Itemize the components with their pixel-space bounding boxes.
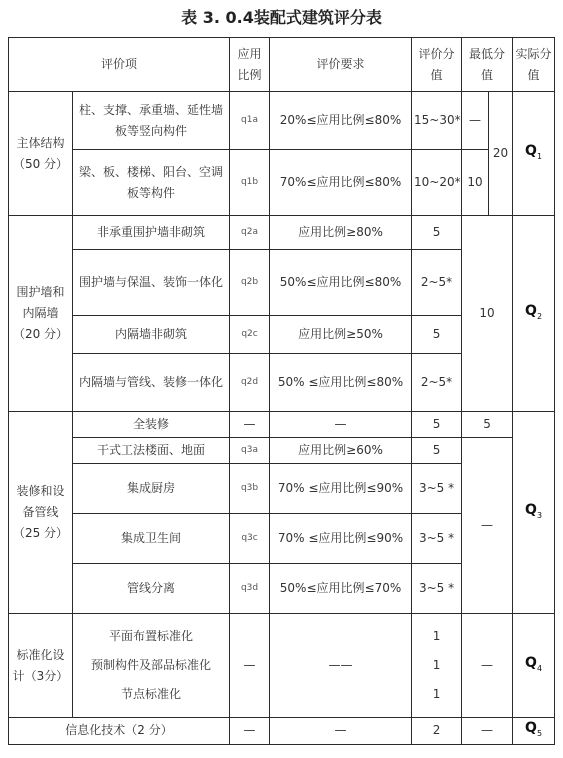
ratio-code: q2d (230, 354, 270, 412)
score: 1 (432, 629, 441, 643)
table-row (9, 150, 555, 216)
table-row (9, 718, 555, 745)
min-score: — (462, 92, 489, 150)
header-item: 评价项 (9, 38, 230, 92)
item-name: 全装修 (73, 412, 230, 438)
item-name: 平面布置标准化 (109, 629, 194, 643)
actual-score-q5 (513, 718, 555, 745)
actual-score-q2 (513, 216, 555, 412)
requirement-dash: — (270, 412, 412, 438)
category-standard: 标准化设计（3分） (9, 614, 73, 718)
item-name: 柱、支撑、承重墙、延性墙板等竖向构件 (73, 92, 230, 150)
table-row (9, 216, 555, 250)
table-title: 表 3. 0.4装配式建筑评分表 (181, 8, 382, 27)
ratio-dash: — (230, 614, 270, 718)
scoring-table (8, 37, 555, 745)
table-row (9, 92, 555, 150)
requirement-dash: — (270, 718, 412, 745)
table-row (9, 614, 555, 718)
q-letter: Q (525, 654, 537, 671)
min-score: 10 (462, 150, 489, 216)
table-row (9, 438, 555, 464)
item-name: 预制构件及部品标准化 (91, 658, 212, 672)
q-letter: Q (525, 302, 537, 319)
item-name: 围护墙与保温、装饰一体化 (73, 250, 230, 316)
ratio-code: q3d (230, 564, 270, 614)
score: 2~5* (412, 250, 462, 316)
ratio-code: q2a (230, 216, 270, 250)
q-subscript: 5 (536, 728, 543, 738)
item-name: 内隔墙与管线、装修一体化 (73, 354, 230, 412)
ratio-code: q1a (230, 92, 270, 150)
requirement: 70% ≤应用比例≤90% (270, 464, 412, 514)
score: 10~20* (412, 150, 462, 216)
q-subscript: 1 (536, 151, 543, 161)
requirement: 70%≤应用比例≤80% (270, 150, 412, 216)
table-row (9, 412, 555, 438)
score: 2~5* (412, 354, 462, 412)
requirement-dash: —— (270, 614, 412, 718)
item-name: 节点标准化 (121, 687, 182, 701)
q-letter: Q (525, 720, 537, 736)
ratio-dash: — (230, 718, 270, 745)
score: 5 (412, 438, 462, 464)
category-structure: 主体结构（50 分） (9, 92, 73, 216)
score: 15~30* (412, 92, 462, 150)
requirement: 应用比例≥50% (270, 316, 412, 354)
min-score-dash: — (462, 438, 513, 614)
actual-score-q4 (513, 614, 555, 718)
requirement: 应用比例≥80% (270, 216, 412, 250)
item-name: 非承重围护墙非砌筑 (73, 216, 230, 250)
ratio-code: q2c (230, 316, 270, 354)
requirement: 50%≤应用比例≤70% (270, 564, 412, 614)
actual-score-q1 (513, 92, 555, 216)
header-requirement: 评价要求 (270, 38, 412, 92)
header-min-score: 最低分值 (462, 38, 513, 92)
item-name: 集成卫生间 (73, 514, 230, 564)
actual-score-q3 (513, 412, 555, 614)
header-row (9, 38, 555, 92)
min-score: 5 (462, 412, 513, 438)
item-name: 梁、板、楼梯、阳台、空调板等构件 (73, 150, 230, 216)
score: 2 (412, 718, 462, 745)
score: 3~5 * (412, 564, 462, 614)
category-info: 信息化技术（2 分） (9, 718, 230, 745)
item-name: 管线分离 (73, 564, 230, 614)
score: 5 (412, 412, 462, 438)
q-subscript: 2 (536, 311, 543, 321)
min-score-dash: — (462, 614, 513, 718)
ratio-code: q2b (230, 250, 270, 316)
header-ratio: 应用比例 (230, 38, 270, 92)
item-name: 集成厨房 (73, 464, 230, 514)
min-score-dash: — (462, 718, 513, 745)
header-score: 评价分值 (412, 38, 462, 92)
q-subscript: 3 (536, 510, 543, 520)
standard-items (73, 614, 230, 718)
requirement: 50% ≤应用比例≤80% (270, 354, 412, 412)
ratio-dash: — (230, 412, 270, 438)
score: 3~5 * (412, 514, 462, 564)
score: 3~5 * (412, 464, 462, 514)
item-name: 干式工法楼面、地面 (73, 438, 230, 464)
header-actual-score: 实际分值 (513, 38, 555, 92)
requirement: 应用比例≥60% (270, 438, 412, 464)
item-name: 内隔墙非砌筑 (73, 316, 230, 354)
group-min-score: 10 (462, 216, 513, 412)
requirement: 50%≤应用比例≤80% (270, 250, 412, 316)
requirement: 70% ≤应用比例≤90% (270, 514, 412, 564)
ratio-code: q3c (230, 514, 270, 564)
category-decoration: 装修和设备管线（25 分） (9, 412, 73, 614)
score: 1 (432, 687, 441, 701)
score: 1 (432, 658, 441, 672)
ratio-code: q1b (230, 150, 270, 216)
group-min-score: 20 (489, 92, 513, 216)
ratio-code: q3b (230, 464, 270, 514)
q-letter: Q (525, 501, 537, 518)
score: 5 (412, 216, 462, 250)
q-letter: Q (525, 142, 537, 159)
requirement: 20%≤应用比例≤80% (270, 92, 412, 150)
q-subscript: 4 (536, 663, 543, 673)
score: 5 (412, 316, 462, 354)
category-enclosure: 围护墙和内隔墙（20 分） (9, 216, 73, 412)
standard-scores (412, 614, 462, 718)
ratio-code: q3a (230, 438, 270, 464)
